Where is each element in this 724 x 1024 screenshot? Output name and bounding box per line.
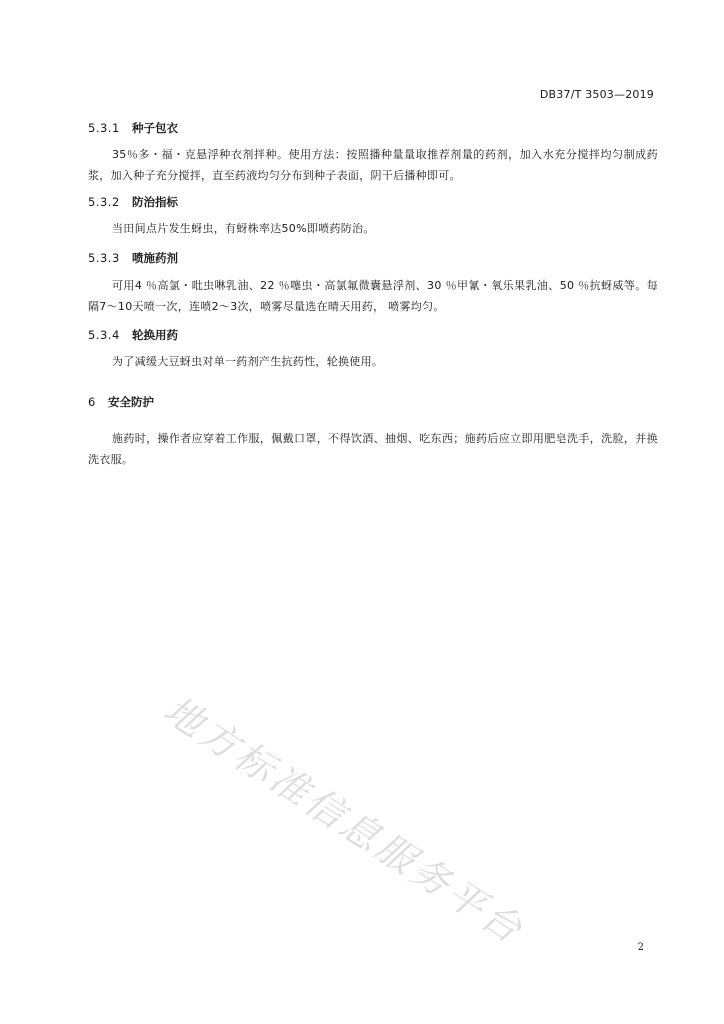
section-paragraph-spray-agents: 可用4 ％高氯・吡虫啉乳油、22 ％噻虫・高氯氟微囊悬浮剂、30 ％甲氰・氧乐果乳油、50 ％抗蚜威等。每隔7～10天喷一次，连喷2～3次，喷雾尽量选在晴天用药， 喷雾均匀。	[88, 279, 658, 313]
section-number: 6	[88, 395, 96, 409]
section-heading-rotation	[88, 327, 178, 343]
section-heading-seed-coating	[88, 120, 178, 136]
watermark-text: 地方标准信息服务平台	[156, 687, 533, 954]
section-number: 5.3.2	[88, 195, 120, 209]
section-title: 防治指标	[132, 195, 178, 209]
section-title: 轮换用药	[132, 328, 178, 342]
section-number: 5.3.4	[88, 328, 120, 342]
section-title: 种子包衣	[132, 121, 178, 135]
section-heading-spray-agents	[88, 250, 178, 266]
section-paragraph-safety: 施药时，操作者应穿着工作服，佩戴口罩，不得饮酒、抽烟、吃东西；施药后应立即用肥皂洗手，洗脸，并换洗衣服。	[88, 432, 658, 466]
section-paragraph-seed-coating: 35％多・福・克悬浮种衣剂拌种。使用方法：按照播种量量取推荐剂量的药剂，加入水充分搅拌均匀制成药浆，加入种子充分搅拌，直至药液均匀分布到种子表面，阴干后播种即可。	[88, 148, 658, 182]
section-heading-safety	[88, 394, 154, 410]
page-number: 2	[637, 942, 644, 953]
section-number: 5.3.1	[88, 121, 120, 135]
document-code: DB37/T 3503—2019	[539, 88, 654, 101]
section-title: 安全防护	[108, 395, 154, 409]
section-paragraph-control-index: 当田间点片发生蚜虫，有蚜株率达50%即喷药防治。	[112, 222, 375, 235]
section-number: 5.3.3	[88, 251, 120, 265]
section-paragraph-rotation: 为了减缓大豆蚜虫对单一药剂产生抗药性，轮换使用。	[112, 355, 384, 368]
section-heading-control-index	[88, 194, 178, 210]
section-title: 喷施药剂	[132, 251, 178, 265]
